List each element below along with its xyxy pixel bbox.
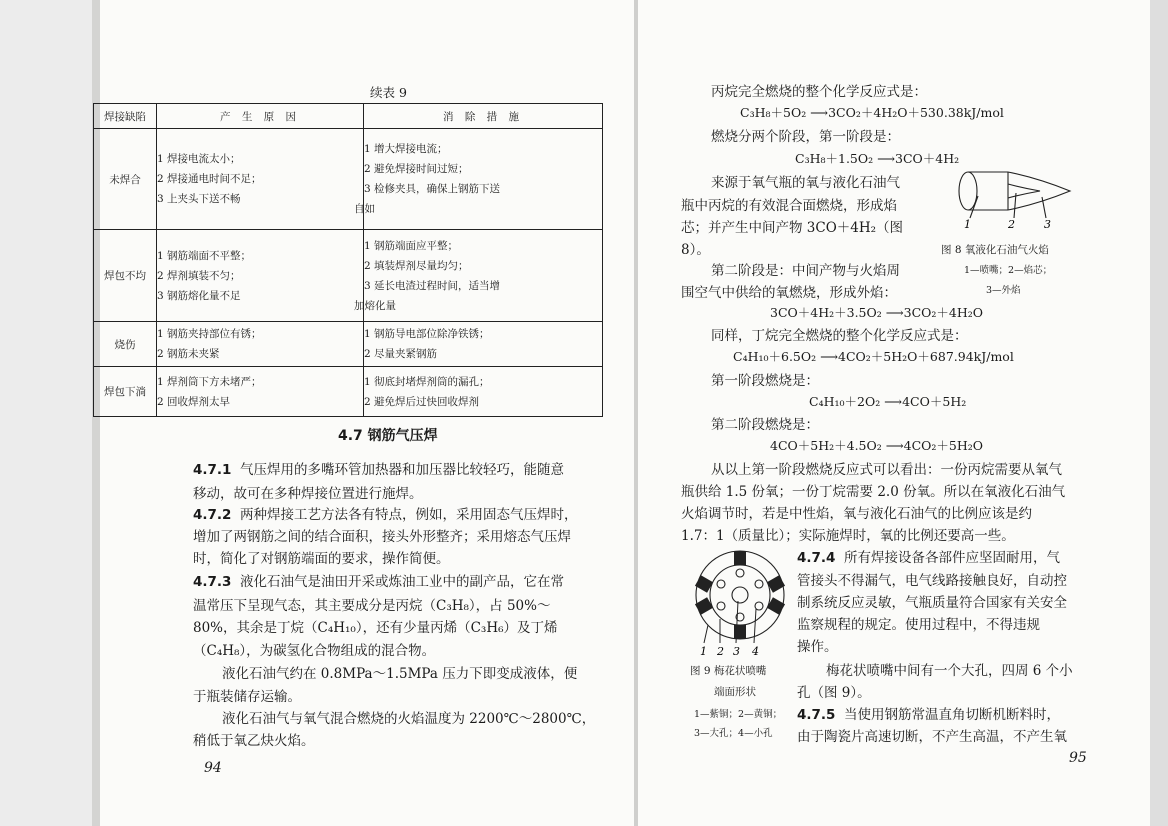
defect-name: 烧伤 [94, 322, 157, 367]
defect-name: 焊包下淌 [94, 367, 157, 417]
nozzle-end [959, 172, 977, 210]
paragraph-line: 从以上第一阶段燃烧反应式可以看出：一份丙烷需要从氧气 [711, 462, 1062, 478]
remedies-cell [364, 322, 603, 367]
causes-cell [157, 367, 364, 417]
paragraph-text: 两种焊接工艺方法各有特点，例如，采用固态气压焊时， [240, 507, 578, 523]
paragraph-4-7-3-line [193, 570, 564, 590]
remedy-item: 2 避免焊后过快回收焊剂 [364, 395, 480, 408]
remedy-item: 1 钢筋端面应平整； [364, 239, 459, 252]
header-remedies: 消 除 措 施 [364, 104, 603, 129]
cause-item: 3 上夹头下送不畅 [157, 193, 241, 205]
small-hole [755, 580, 763, 588]
causes-cell [157, 230, 364, 322]
fig8-label-2: 2 [1008, 218, 1015, 231]
fig8-label-3: 3 [1044, 218, 1051, 231]
equation: 4CO＋5H₂＋4.5O₂ ⟶4CO₂＋5H₂O [770, 438, 984, 453]
brass-core [710, 565, 770, 625]
paragraph-line: 由于陶瓷片高速切断，不产生高温，不产生氧 [797, 729, 1067, 745]
figure-9-caption: 端面形状 [714, 686, 756, 698]
paragraph-text: 气压焊用的多嘴环管加热器和加压器比较轻巧，能随意 [240, 462, 565, 478]
paragraph-line: 1.7：1（质量比）；实际施焊时，氧的比例还要高一些。 [681, 528, 1015, 544]
causes-cell [157, 322, 364, 367]
table-row [94, 230, 603, 322]
small-hole [736, 569, 744, 577]
flame-core [1008, 184, 1040, 198]
equation: C₃H₈＋1.5O₂ ⟶3CO＋4H₂ [795, 151, 960, 166]
nozzle-end-face-figure [690, 547, 790, 659]
paragraph-line: 移动，故可在多种焊接位置进行施焊。 [193, 486, 423, 502]
figure-8-legend: 3—外焰 [986, 285, 1021, 296]
defect-name: 未焊合 [94, 129, 157, 230]
paragraph-line: 瓶中丙烷的有效混合面燃烧，形成焰 [681, 198, 897, 214]
defect-name: 焊包不均 [94, 230, 157, 322]
paragraph-line: 监察规程的规定。使用过程中，不得违规 [797, 617, 1040, 633]
paragraph-line: 第一阶段燃烧是： [711, 373, 819, 389]
paragraph-line: 管接头不得漏气，电气线路接触良好，自动控 [797, 573, 1067, 589]
paragraph-line: 同样，丁烷完全燃烧的整个化学反应式是： [711, 328, 968, 344]
paragraph-text: 所有焊接设备各部件应坚固耐用，气 [844, 550, 1061, 566]
paragraph-line: 时，简化了对钢筋端面的要求，操作简便。 [193, 551, 450, 567]
equation: C₄H₁₀＋6.5O₂ ⟶4CO₂＋5H₂O＋687.94kJ/mol [733, 349, 1014, 364]
remedy-item: 2 避免焊接时间过短； [364, 163, 469, 175]
small-hole [755, 602, 763, 610]
paragraph-line: 第二阶段是：中间产物与火焰周 [711, 263, 900, 279]
cause-item: 1 钢筋端面不平整； [157, 249, 252, 262]
paragraph-line: 丙烷完全燃烧的整个化学反应式是： [711, 84, 927, 100]
cause-item: 1 钢筋夹持部位有锈； [157, 328, 262, 340]
paragraph-line: 制系统反应灵敏，气瓶质量符合国家有关安全 [797, 595, 1067, 611]
equation: C₃H₈＋5O₂ ⟶3CO₂＋4H₂O＋530.38kJ/mol [740, 105, 1004, 120]
table-caption: 续表 9 [370, 85, 407, 100]
fig9-label-4: 4 [752, 645, 759, 658]
cause-item: 1 焊剂筒下方未堵严； [157, 375, 262, 388]
fig9-label-2: 2 [717, 645, 724, 658]
clause-number: 4.7.4 [797, 550, 836, 566]
paragraph-4-7-4-line [797, 546, 1060, 566]
figure-9-legend: 1—紫铜；2—黄铜； [694, 709, 783, 720]
paragraph-line: 瓶供给 1.5 份氧；一份丁烷需要 2.0 份氧。所以在氧液化石油气 [681, 484, 1066, 500]
paragraph-line: 温常压下呈现气态，其主要成分是丙烷（C₃H₈），占 50%～ [193, 598, 551, 614]
paragraph-line: 围空气中供给的氧燃烧，形成外焰： [681, 285, 897, 301]
cause-item: 1 焊接电流太小； [157, 153, 241, 165]
header-defect: 焊接缺陷 [94, 104, 157, 129]
cause-item: 2 焊剂填装不匀； [157, 269, 241, 282]
page-number-right: 95 [1069, 750, 1087, 766]
remedy-item: 加熔化量 [354, 299, 396, 312]
table-row [94, 367, 603, 417]
table-row [94, 322, 603, 367]
large-hole [732, 587, 748, 603]
paragraph-line: 稍低于氧乙炔火焰。 [193, 733, 315, 749]
paragraph-line: 80%，其余是丁烷（C₄H₁₀），还有少量丙烯（C₃H₆）及丁烯 [193, 620, 558, 636]
page-number-left: 94 [204, 760, 222, 776]
paragraph-4-7-1-line [193, 458, 564, 478]
paragraph-line: （C₄H₈），为碳氢化合物组成的混合物。 [193, 643, 436, 659]
fig9-label-3: 3 [733, 645, 740, 658]
clause-number: 4.7.2 [193, 507, 232, 523]
remedies-cell [354, 230, 603, 322]
paragraph-4-7-2-line [193, 503, 578, 523]
paragraph-text: 当使用钢筋常温直角切断机断料时， [844, 707, 1061, 723]
paragraph-line: 来源于氧气瓶的氧与液化石油气 [711, 175, 900, 191]
cause-item: 3 钢筋熔化量不足 [157, 289, 241, 302]
remedies-cell [354, 129, 603, 230]
remedy-item: 1 彻底封堵焊剂筒的漏孔； [364, 375, 490, 388]
figure-8-legend: 1—喷嘴；2—焰芯； [964, 265, 1053, 276]
table-header-row [94, 104, 603, 129]
paragraph-4-7-5-line [797, 703, 1060, 723]
header-causes: 产 生 原 因 [157, 104, 364, 129]
leader-1 [970, 196, 978, 218]
remedy-item: 2 尽量夹紧钢筋 [364, 348, 438, 360]
fig8-label-1: 1 [964, 218, 971, 231]
paragraph-line: 火焰调节时，若是中性焰，氧与液化石油气的比例应该是约 [681, 506, 1032, 522]
paragraph-line: 8）。 [681, 242, 710, 258]
table-row [94, 129, 603, 230]
paragraph-text: 液化石油气是油田开采或炼油工业中的副产品，它在常 [240, 574, 565, 590]
remedy-item: 2 填装焊剂尽量均匀； [364, 259, 469, 272]
paragraph-line: 第二阶段燃烧是： [711, 417, 819, 433]
equation: C₄H₁₀＋2O₂ ⟶4CO＋5H₂ [809, 394, 967, 409]
clause-number: 4.7.5 [797, 707, 836, 723]
section-title: 4.7 钢筋气压焊 [338, 428, 438, 444]
small-hole [717, 580, 725, 588]
cause-item: 2 焊接通电时间不足； [157, 173, 262, 185]
paragraph-line: 增加了两钢筋之间的结合面积，接头外形整齐；采用熔态气压焊 [193, 529, 571, 545]
remedies-cell [364, 367, 603, 417]
fig9-label-1: 1 [700, 645, 707, 658]
remedy-item: 1 增大焊接电流； [364, 143, 448, 155]
clause-number: 4.7.3 [193, 574, 232, 590]
figure-8-caption: 图 8 氧液化石油气火焰 [941, 244, 1049, 256]
small-hole [717, 602, 725, 610]
defects-table [93, 103, 603, 417]
paragraph-line: 操作。 [797, 639, 838, 655]
causes-cell [157, 129, 364, 230]
cause-item: 2 回收焊剂太早 [157, 395, 231, 408]
paragraph-line: 梅花状喷嘴中间有一个大孔，四周 6 个小 [826, 663, 1073, 679]
flame-figure [938, 160, 1078, 232]
paragraph-line: 液化石油气约在 0.8MPa～1.5MPa 压力下即变成液体，便 [222, 666, 578, 682]
remedy-item: 1 钢筋导电部位除净铁锈； [364, 328, 490, 340]
remedy-item: 3 延长电渣过程时间，适当增 [364, 279, 501, 292]
paragraph-line: 孔（图 9）。 [797, 685, 871, 701]
paragraph-line: 芯；并产生中间产物 3CO＋4H₂（图 [681, 220, 904, 236]
remedy-item: 3 检修夹具，确保上钢筋下送 [364, 183, 501, 195]
paragraph-line: 液化石油气与氧气混合燃烧的火焰温度为 2200℃～2800℃， [222, 711, 596, 727]
remedy-item: 自如 [354, 203, 375, 215]
clause-number: 4.7.1 [193, 462, 232, 478]
cause-item: 2 钢筋未夹紧 [157, 348, 220, 360]
figure-9-legend: 3—大孔；4—小孔 [694, 728, 773, 739]
paragraph-line: 于瓶装储存运输。 [193, 689, 301, 705]
figure-9-caption: 图 9 梅花状喷嘴 [690, 665, 767, 677]
paragraph-line: 燃烧分两个阶段，第一阶段是： [711, 129, 900, 145]
equation: 3CO＋4H₂＋3.5O₂ ⟶3CO₂＋4H₂O [770, 305, 984, 320]
